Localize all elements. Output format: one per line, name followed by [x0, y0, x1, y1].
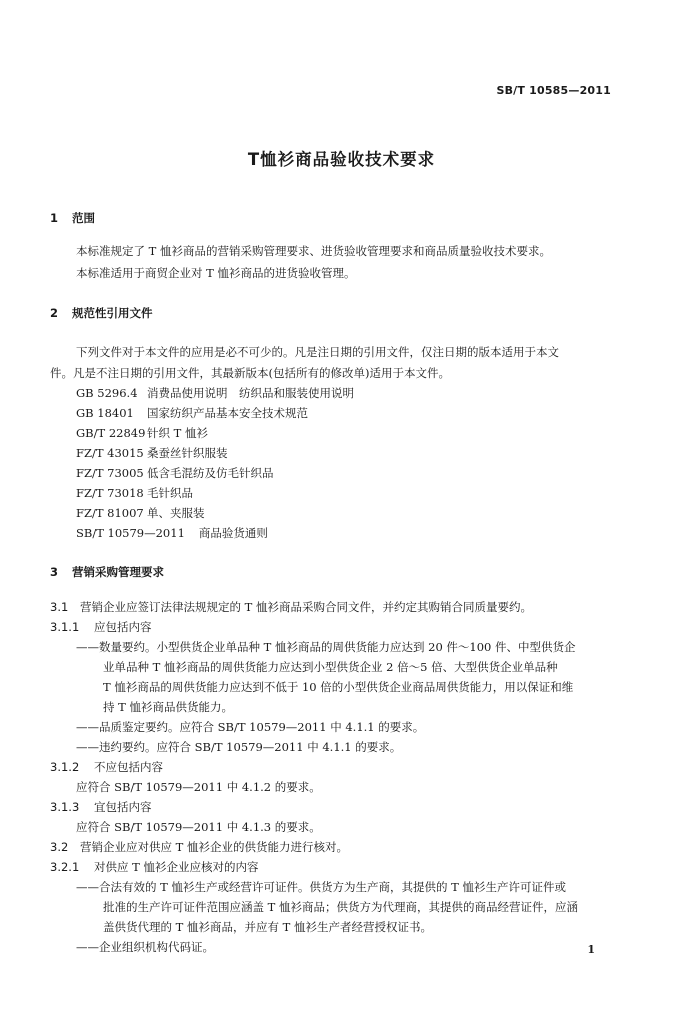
- clause-3-1: [50, 600, 532, 614]
- clause-number: 3.1.3: [50, 800, 80, 814]
- clause-text: 应包括内容: [94, 620, 152, 634]
- clause-text: 对供应 T 恤衫企业应核对的内容: [94, 860, 259, 874]
- clause-text: 营销企业应对供应 T 恤衫企业的供货能力进行核对。: [80, 840, 348, 854]
- list-item-line: T 恤衫商品的周供货能力应达到不低于 10 倍的小型供货企业商品周供货能力，用以保证和维: [103, 680, 574, 694]
- section-3-heading: [50, 564, 164, 580]
- reference-title: 低含毛混纺及仿毛针织品: [147, 466, 274, 480]
- list-item-line: ——违约要约。应符合 SB/T 10579—2011 中 4.1.1 的要求。: [76, 740, 402, 754]
- clause-3-2-1: [50, 860, 258, 874]
- clause-number: 3.2: [50, 840, 69, 854]
- reference-code: FZ/T 43015: [76, 446, 144, 460]
- clause-3-2: [50, 840, 348, 854]
- clause-text: 营销企业应签订法律法规规定的 T 恤衫商品采购合同文件，并约定其购销合同质量要约。: [80, 600, 532, 614]
- reference-item: [76, 406, 308, 420]
- paragraph-line: 下列文件对于本文件的应用是必不可少的。凡是注日期的引用文件，仅注日期的版本适用于本文: [76, 345, 559, 359]
- reference-title: 桑蚕丝针织服装: [147, 446, 228, 460]
- clause-3-1-1: [50, 620, 152, 634]
- reference-item: [76, 486, 193, 500]
- clause-3-1-3: [50, 800, 152, 814]
- reference-item: [76, 506, 205, 520]
- reference-title: 消费品使用说明 纺织品和服装使用说明: [147, 386, 354, 400]
- reference-title: 毛针织品: [147, 486, 193, 500]
- section-number: 2: [50, 306, 59, 320]
- page-number: 1: [587, 943, 595, 956]
- reference-code: FZ/T 73018: [76, 486, 144, 500]
- reference-code: SB/T 10579—2011: [76, 526, 185, 540]
- document-title: T恤衫商品验收技术要求: [247, 150, 436, 169]
- section-number: 3: [50, 565, 59, 579]
- section-1-heading: [50, 210, 95, 226]
- paragraph-line: 本标准适用于商贸企业对 T 恤衫商品的进货验收管理。: [76, 266, 356, 280]
- reference-code: FZ/T 81007: [76, 506, 144, 520]
- standard-code: SB/T 10585—2011: [496, 84, 611, 97]
- paragraph-line: 应符合 SB/T 10579—2011 中 4.1.2 的要求。: [76, 780, 321, 794]
- section-title: 营销采购管理要求: [72, 565, 165, 579]
- reference-code: FZ/T 73005: [76, 466, 144, 480]
- paragraph-line: 件。凡是不注日期的引用文件，其最新版本(包括所有的修改单)适用于本文件。: [50, 366, 450, 380]
- reference-title: 商品验货通则: [198, 526, 268, 540]
- list-item-line: ——品质鉴定要约。应符合 SB/T 10579—2011 中 4.1.1 的要求。: [76, 720, 425, 734]
- reference-code: GB/T 22849: [76, 426, 146, 440]
- reference-title: 单、夹服装: [147, 506, 205, 520]
- section-title: 规范性引用文件: [72, 306, 153, 320]
- section-number: 1: [50, 211, 59, 225]
- section-2-heading: [50, 305, 153, 321]
- clause-number: 3.1: [50, 600, 69, 614]
- clause-text: 宜包括内容: [94, 800, 152, 814]
- reference-item: [76, 526, 268, 540]
- reference-item: [76, 386, 354, 400]
- reference-item: [76, 466, 274, 480]
- reference-title: 国家纺织产品基本安全技术规范: [147, 406, 308, 420]
- reference-title: 针织 T 恤衫: [147, 426, 208, 440]
- list-item-line: 盖供货代理的 T 恤衫商品，并应有 T 恤衫生产者经营授权证书。: [103, 920, 432, 934]
- clause-number: 3.2.1: [50, 860, 80, 874]
- clause-3-1-2: [50, 760, 163, 774]
- list-item-line: 批准的生产许可证件范围应涵盖 T 恤衫商品；供货方为代理商，其提供的商品经营证件，应涵: [103, 900, 578, 914]
- paragraph-line: 应符合 SB/T 10579—2011 中 4.1.3 的要求。: [76, 820, 321, 834]
- list-item-line: ——企业组织机构代码证。: [76, 940, 214, 954]
- clause-text: 不应包括内容: [94, 760, 163, 774]
- reference-item: [76, 426, 208, 440]
- clause-number: 3.1.1: [50, 620, 80, 634]
- reference-code: GB 5296.4: [76, 386, 138, 400]
- list-item-line: 业单品种 T 恤衫商品的周供货能力应达到小型供货企业 2 倍～5 倍、大型供货企业单品种: [103, 660, 558, 674]
- section-title: 范围: [72, 211, 96, 225]
- list-item-line: ——数量要约。小型供货企业单品种 T 恤衫商品的周供货能力应达到 20 件～100 件、中型供货企: [76, 640, 576, 654]
- reference-code: GB 18401: [76, 406, 134, 420]
- paragraph-line: 本标准规定了 T 恤衫商品的营销采购管理要求、进货验收管理要求和商品质量验收技术要求。: [76, 244, 551, 258]
- reference-item: [76, 446, 228, 460]
- clause-number: 3.1.2: [50, 760, 80, 774]
- list-item-line: 持 T 恤衫商品供货能力。: [103, 700, 233, 714]
- list-item-line: ——合法有效的 T 恤衫生产或经营许可证件。供货方为生产商，其提供的 T 恤衫生产许可证件或: [76, 880, 566, 894]
